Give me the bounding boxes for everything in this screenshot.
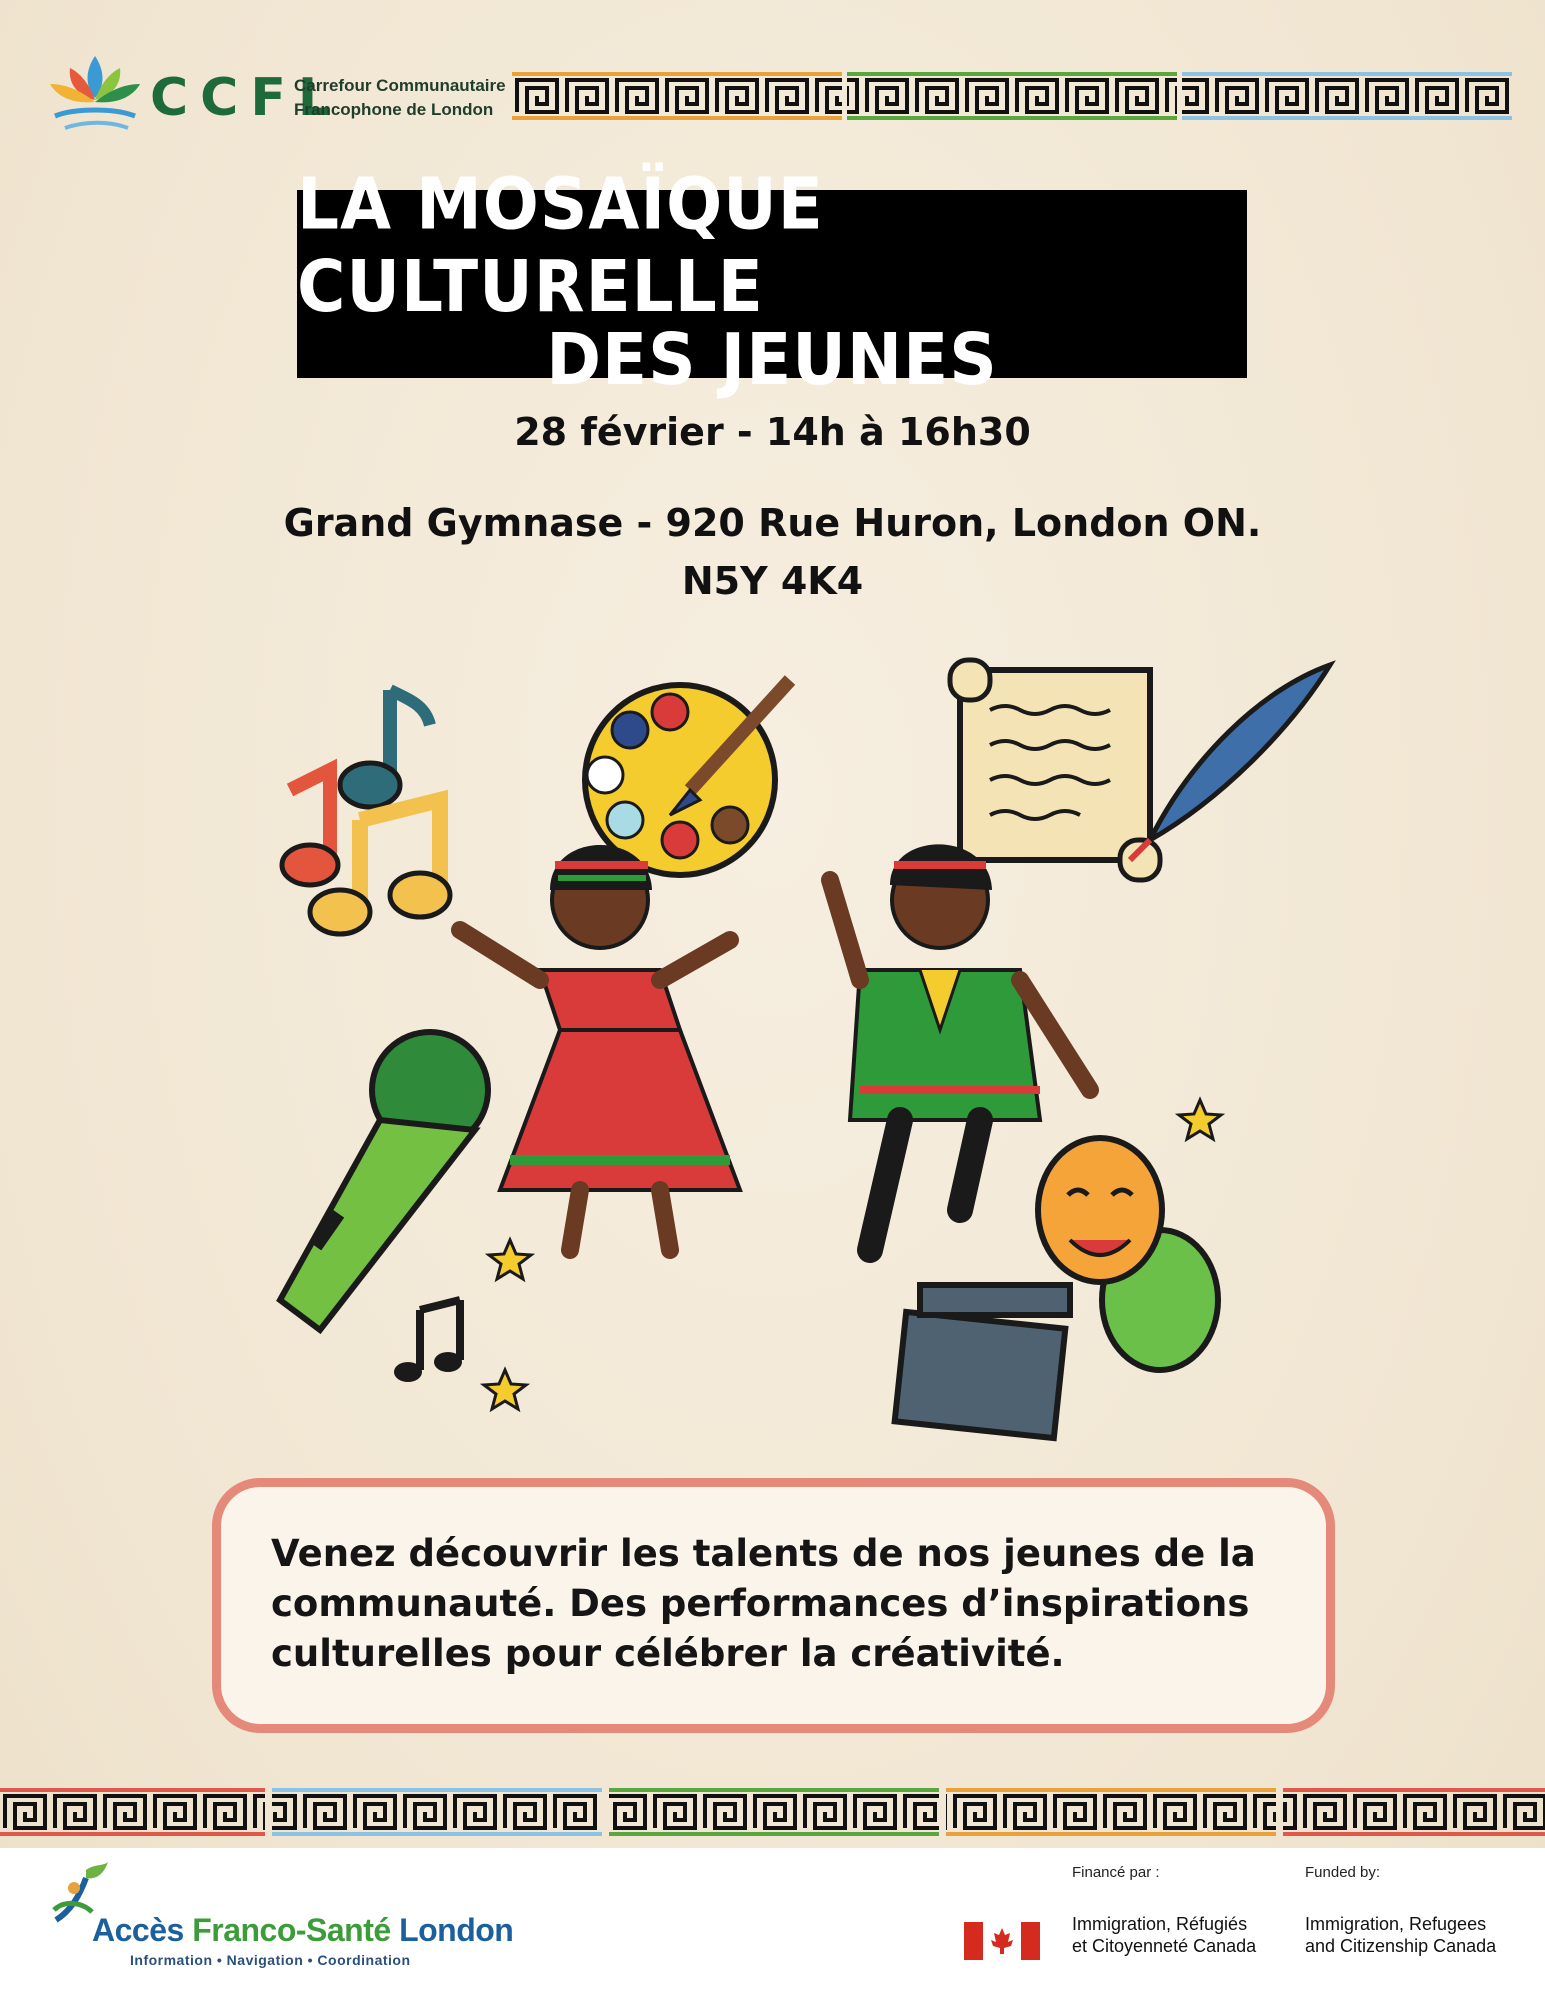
ircc-name-en-line1: Immigration, Refugees xyxy=(1305,1914,1487,1934)
event-title-line2: DES JEUNES xyxy=(546,317,998,402)
music-notes-icon xyxy=(282,690,450,934)
ircc-name-en-line2: and Citizenship Canada xyxy=(1305,1936,1497,1956)
canada-flag-icon xyxy=(964,1922,1040,1960)
event-address xyxy=(0,494,1545,610)
event-date: 28 février - 14h à 16h30 xyxy=(514,410,1031,454)
afs-name-part3: London xyxy=(390,1912,514,1948)
dancing-children-illustration xyxy=(260,650,1360,1450)
organization-name-line1: Carrefour Communautaire xyxy=(294,76,506,95)
event-title-box xyxy=(297,162,1247,402)
top-pattern-band xyxy=(512,72,1512,120)
message-line2: communauté. Des performances d’inspirations xyxy=(271,1582,1250,1625)
ircc-name-en xyxy=(1305,1913,1496,1957)
organization-name xyxy=(294,74,506,122)
ircc-name-fr-line2: et Citoyenneté Canada xyxy=(1072,1936,1257,1956)
ircc-name-fr-line1: Immigration, Réfugiés xyxy=(1072,1914,1248,1934)
event-title-line1: LA MOSAÏQUE CULTURELLE xyxy=(297,162,824,329)
message-line1: Venez découvrir les talents de nos jeunes de la xyxy=(271,1532,1256,1575)
organization-name-line2: Francophone de London xyxy=(294,100,494,119)
small-music-note-icon xyxy=(394,1300,462,1382)
girl-red-dress-figure xyxy=(460,845,740,1250)
bottom-pattern-band xyxy=(0,1788,1545,1836)
paint-palette-icon xyxy=(585,680,790,875)
event-address-line2: N5Y 4K4 xyxy=(681,559,864,603)
funded-by-label-en: Funded by: xyxy=(1305,1864,1381,1881)
event-address-line1: Grand Gymnase - 920 Rue Huron, London ON. xyxy=(283,501,1262,545)
clapperboard-icon xyxy=(895,1285,1070,1438)
ccfl-wordmark: CCFL xyxy=(150,68,343,128)
acces-franco-sante-title xyxy=(92,1912,513,1949)
acces-franco-sante-tagline: Information • Navigation • Coordination xyxy=(130,1952,411,1968)
ccfl-lotus-logo xyxy=(40,46,150,146)
afs-name-part1: Accès xyxy=(92,1912,193,1948)
scroll-quill-icon xyxy=(950,660,1330,880)
message-line3: culturelles pour célébrer la créativité. xyxy=(271,1632,1065,1675)
message-card xyxy=(212,1478,1335,1733)
microphone-icon xyxy=(280,1032,488,1330)
afs-name-part2: Franco-Santé xyxy=(192,1912,391,1948)
ircc-name-fr xyxy=(1072,1913,1256,1957)
funded-by-label-fr: Financé par : xyxy=(1072,1864,1160,1881)
